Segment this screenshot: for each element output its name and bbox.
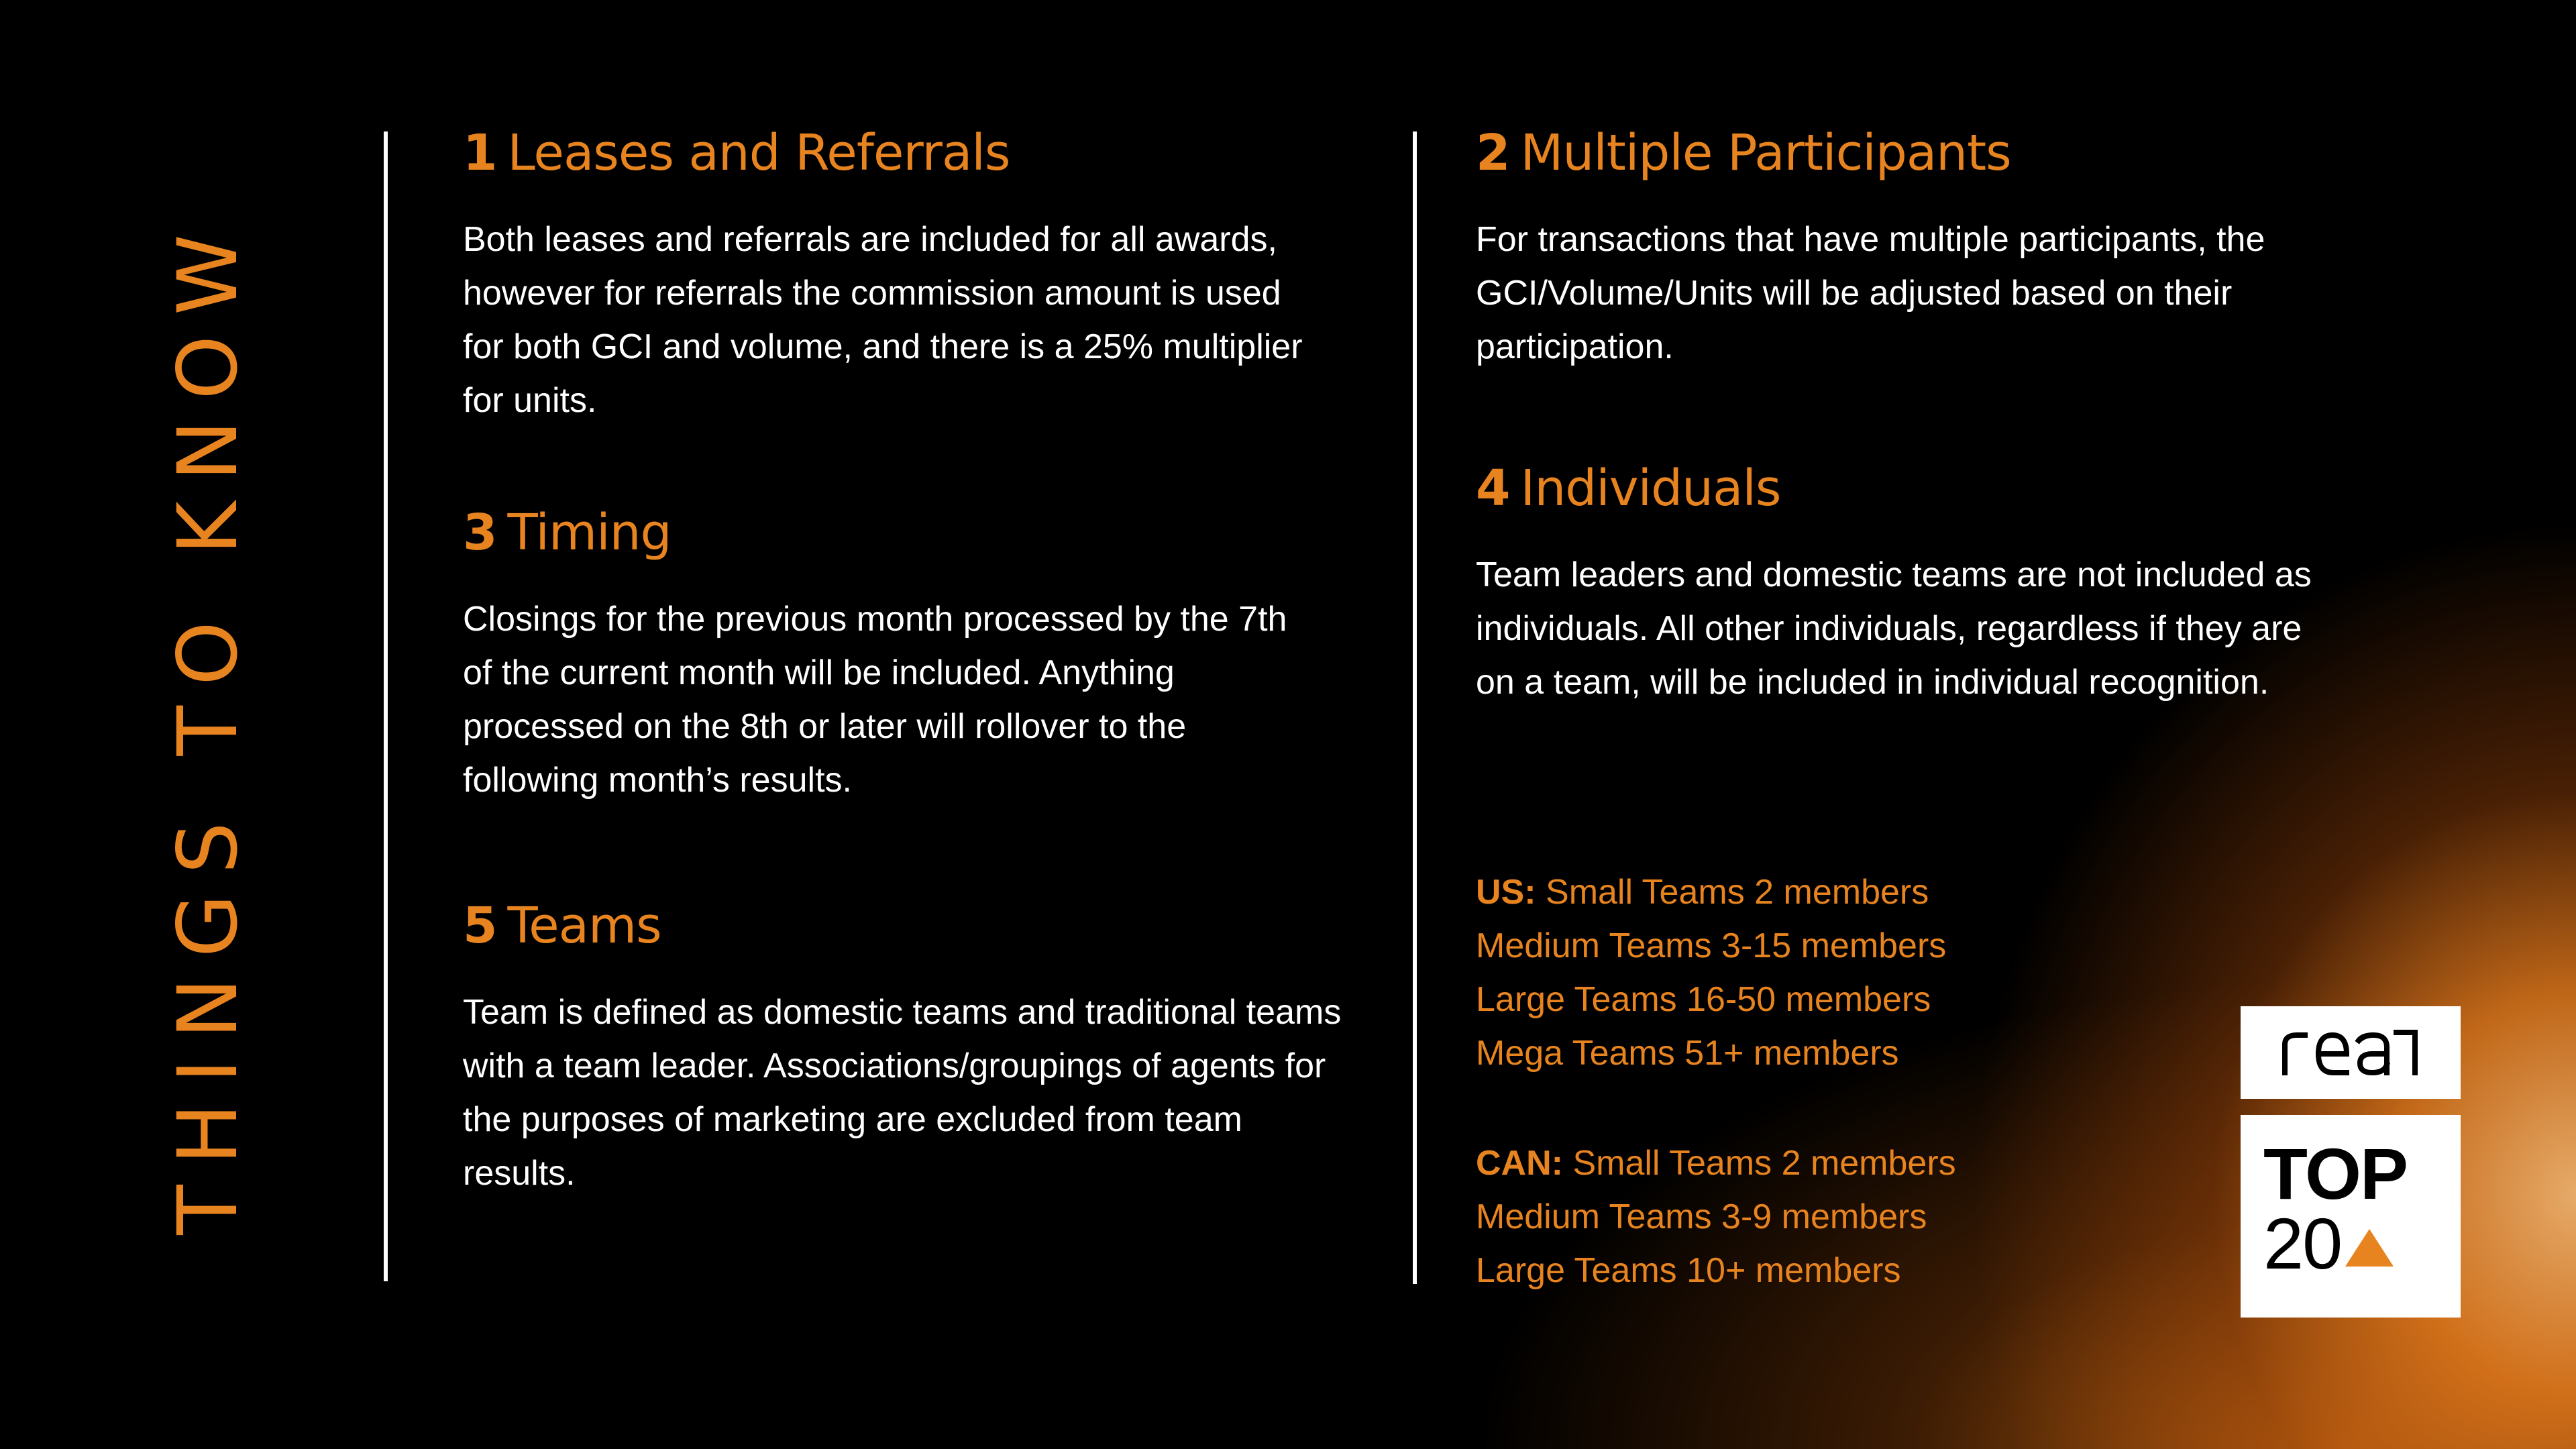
- team-size-text: Small Teams 2 members: [1546, 873, 1929, 912]
- region-label: CAN:: [1476, 1144, 1563, 1183]
- logo-twenty-row: [2263, 1203, 2461, 1284]
- section-title: Multiple Participants: [1520, 124, 2011, 182]
- team-size-line: Mega Teams 51+ members: [1476, 1034, 1899, 1073]
- team-size-text: Small Teams 2 members: [1572, 1144, 1956, 1183]
- section-heading: [463, 506, 1362, 560]
- section-individuals: [1476, 462, 2375, 709]
- section-heading: [1476, 462, 2375, 516]
- section-heading: [463, 899, 1362, 953]
- section-body: Both leases and referrals are included for all awards, however for referrals the commission amount is used for both GCI and volume, and there is a 25% multiplier for units.: [463, 220, 1303, 421]
- team-size-line: [1476, 1136, 2147, 1190]
- section-heading: [1476, 126, 2375, 180]
- section-multiple-participants: [1476, 126, 2375, 374]
- section-body: Team leaders and domestic teams are not included as individuals. All other individuals, regardless if they are on a team, will be included in individual recognition.: [1476, 555, 2312, 702]
- section-title: Individuals: [1520, 460, 1781, 517]
- section-heading: [463, 126, 1362, 180]
- side-title: THINGS TO KNOW: [160, 214, 256, 1235]
- team-size-line: Medium Teams 3-15 members: [1476, 926, 1947, 965]
- section-number: 3: [463, 504, 497, 561]
- left-divider: [384, 131, 388, 1281]
- section-body: For transactions that have multiple participants, the GCI/Volume/Units will be adjusted based on their participation.: [1476, 220, 2265, 367]
- real-logo: [2241, 1006, 2461, 1099]
- right-divider: [1413, 131, 1417, 1284]
- real-wordmark-icon: [2277, 1026, 2424, 1079]
- team-size-line: [1476, 865, 2147, 919]
- team-size-line: Large Teams 10+ members: [1476, 1251, 1901, 1290]
- section-number: 1: [463, 124, 497, 182]
- section-body: Team is defined as domestic teams and traditional teams with a team leader. Associations/groupings of agents for the purposes of marketing are excluded from team results.: [463, 993, 1342, 1193]
- region-label: US:: [1476, 873, 1536, 912]
- team-size-line: Medium Teams 3-9 members: [1476, 1197, 1927, 1236]
- logo-top-word: TOP: [2263, 1133, 2408, 1214]
- us-team-sizes: [1476, 865, 2147, 1080]
- triangle-up-icon: [2345, 1229, 2394, 1267]
- top-20-logo: [2241, 1115, 2461, 1318]
- section-number: 2: [1476, 124, 1510, 182]
- team-size-line: Large Teams 16-50 members: [1476, 980, 1931, 1019]
- section-number: 5: [463, 897, 497, 955]
- section-number: 4: [1476, 460, 1510, 517]
- logo-number: 20: [2263, 1203, 2342, 1284]
- section-title: Leases and Referrals: [507, 124, 1010, 182]
- section-title: Teams: [507, 897, 661, 955]
- section-teams: [463, 899, 1362, 1200]
- section-body: Closings for the previous month processed by the 7th of the current month will be included. Anything processed on the 8th or later will rollover to the following month’s results.: [463, 600, 1287, 800]
- section-leases-referrals: [463, 126, 1362, 427]
- section-timing: [463, 506, 1362, 807]
- section-title: Timing: [507, 504, 672, 561]
- can-team-sizes: [1476, 1136, 2147, 1297]
